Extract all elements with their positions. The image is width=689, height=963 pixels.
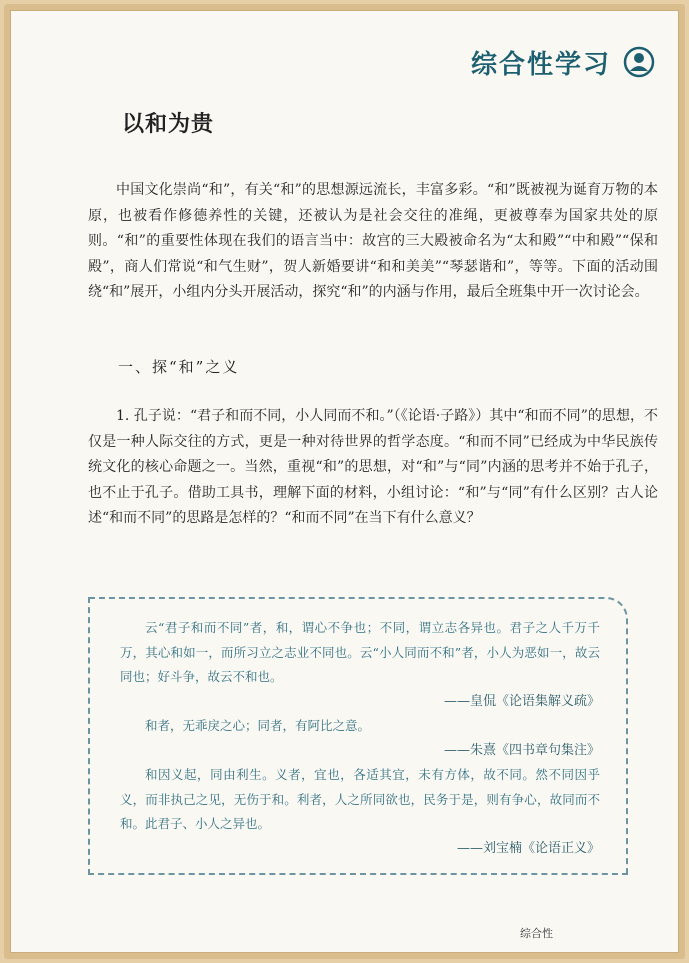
watermark-logo <box>558 888 668 943</box>
task-text: 1. 孔子说：“君子和而不同，小人同而不和。”（《论语·子路》）其中“和而不同”的思想，不仅是一种人际交往的方式，更是一种对待世界的哲学态度。“和而不同”已经成为中华民族传统文化的核心命题之一。当然，重视“和”的思想，对“和”与“同”内涵的思考并不始于孔子，也不止于孔子。借助工具书，理解下面的材料，小组讨论：“和”与“同”有什么区别？古人论述“和而不同”的思路是怎样的？“和而不同”在当下有什么意义？ <box>88 408 658 527</box>
intro-text: 中国文化崇尚“和”，有关“和”的思想源远流长，丰富多彩。“和”既被视为诞育万物的本原，也被看作修德养性的关键，还被认为是社会交往的准绳，更被尊奉为国家共处的原则。“和”的重要性体现在我们的语言当中：故宫的三大殿被命名为“太和殿”“中和殿”“保和殿”，商人们常说“和气生财”，贺人新婚要讲“和和美美”“琴瑟谐和”，等等。下面的活动围绕“和”展开，小组内分头开展活动，探究“和”的内涵与作用，最后全班集中开一次讨论会。 <box>88 182 658 301</box>
intro-paragraph <box>88 178 658 306</box>
quote-source: ——朱熹《四书章句集注》 <box>443 742 600 758</box>
quote-content <box>120 616 600 861</box>
page-title: 以和为贵 <box>122 112 215 137</box>
footer-label: 综合性 <box>520 927 553 940</box>
person-icon <box>623 46 655 78</box>
section-title: 综合性学习 <box>470 50 611 80</box>
section-heading: 一、探“和”之义 <box>118 358 240 376</box>
quote-text: 云“君子和而不同”者，和，谓心不争也；不同，谓立志各异也。君子之人千万千万，其心和如一，而所习立之志业不同也。云“小人同而不和”者，小人为恶如一，故云同也；好斗争，故云不和也。 <box>120 620 600 684</box>
quote-source: ——刘宝楠《论语正义》 <box>456 840 600 856</box>
task-paragraph <box>88 404 658 532</box>
quote-text: 和者，无乖戾之心；同者，有阿比之意。 <box>145 718 371 733</box>
quote-text: 和因义起，同由利生。义者，宜也，各适其宜，未有方体，故不同。然不同因乎义，而非执己之见，无伤于和。利者，人之所同欲也，民务于是，则有争心，故同而不和。此君子、小人之异也。 <box>120 767 600 831</box>
quote-source: ——皇侃《论语集解义疏》 <box>443 693 600 709</box>
